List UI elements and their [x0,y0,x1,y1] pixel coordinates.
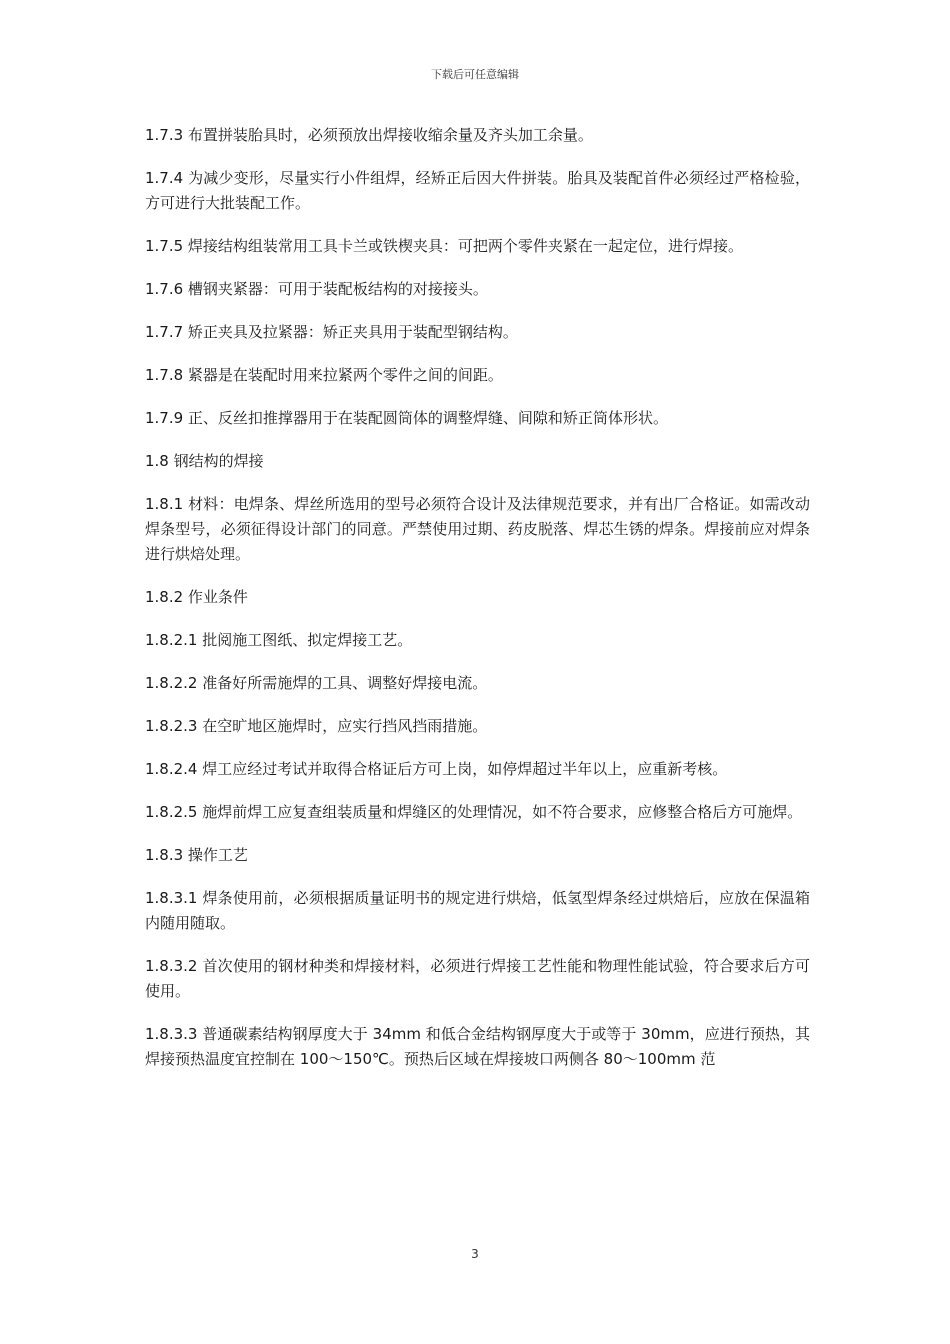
paragraph-1-7-8: 1.7.8 紧器是在装配时用来拉紧两个零件之间的间距。 [145,366,503,384]
paragraph-1-8-3-1: 1.8.3.1 焊条使用前，必须根据质量证明书的规定进行烘焙，低氢型焊条经过烘焙后，应放在保温箱内随用随取。 [145,889,810,932]
paragraph-1-7-5: 1.7.5 焊接结构组装常用工具卡兰或铁楔夹具：可把两个零件夹紧在一起定位，进行焊接。 [145,237,743,255]
paragraph-1-8-2-5: 1.8.2.5 施焊前焊工应复查组装质量和焊缝区的处理情况，如不符合要求，应修整合格后方可施焊。 [145,803,803,821]
subsection-heading-1-8-2: 1.8.2 作业条件 [145,588,248,606]
paragraph-1-7-9: 1.7.9 正、反丝扣推撑器用于在装配圆筒体的调整焊缝、间隙和矫正筒体形状。 [145,409,668,427]
paragraph-1-8-2-4: 1.8.2.4 焊工应经过考试并取得合格证后方可上岗，如停焊超过半年以上，应重新考核。 [145,760,728,778]
paragraph-1-8-2-3: 1.8.2.3 在空旷地区施焊时，应实行挡风挡雨措施。 [145,717,488,735]
paragraph-1-8-1: 1.8.1 材料：电焊条、焊丝所选用的型号必须符合设计及法律规范要求，并有出厂合格证。如需改动焊条型号，必须征得设计部门的同意。严禁使用过期、药皮脱落、焊芯生锈的焊条。焊接前应对焊条进行烘焙处理。 [145,495,810,563]
paragraph-1-8-2-1: 1.8.2.1 批阅施工图纸、拟定焊接工艺。 [145,631,413,649]
paragraph-1-7-6: 1.7.6 槽钢夹紧器：可用于装配板结构的对接接头。 [145,280,488,298]
paragraph-1-7-7: 1.7.7 矫正夹具及拉紧器：矫正夹具用于装配型钢结构。 [145,323,518,341]
document-body [145,123,810,1090]
subsection-heading-1-8-3: 1.8.3 操作工艺 [145,846,248,864]
paragraph-1-8-3-2: 1.8.3.2 首次使用的钢材种类和焊接材料，必须进行焊接工艺性能和物理性能试验，符合要求后方可使用。 [145,957,810,1000]
paragraph-1-7-4: 1.7.4 为减少变形，尽量实行小件组焊，经矫正后因大件拼装。胎具及装配首件必须经过严格检验，方可进行大批装配工作。 [145,169,810,212]
paragraph-1-7-3: 1.7.3 布置拼装胎具时，必须预放出焊接收缩余量及齐头加工余量。 [145,126,593,144]
paragraph-1-8-3-3: 1.8.3.3 普通碳素结构钢厚度大于 34mm 和低合金结构钢厚度大于或等于 30mm，应进行预热，其焊接预热温度宜控制在 100～150℃。预热后区域在焊接坡口两侧各 80～100mm 范 [145,1025,810,1068]
page-header: 下载后可任意编辑 [431,68,519,81]
page-number: 3 [471,1247,479,1261]
section-heading-1-8: 1.8 钢结构的焊接 [145,452,264,470]
paragraph-1-8-2-2: 1.8.2.2 准备好所需施焊的工具、调整好焊接电流。 [145,674,488,692]
